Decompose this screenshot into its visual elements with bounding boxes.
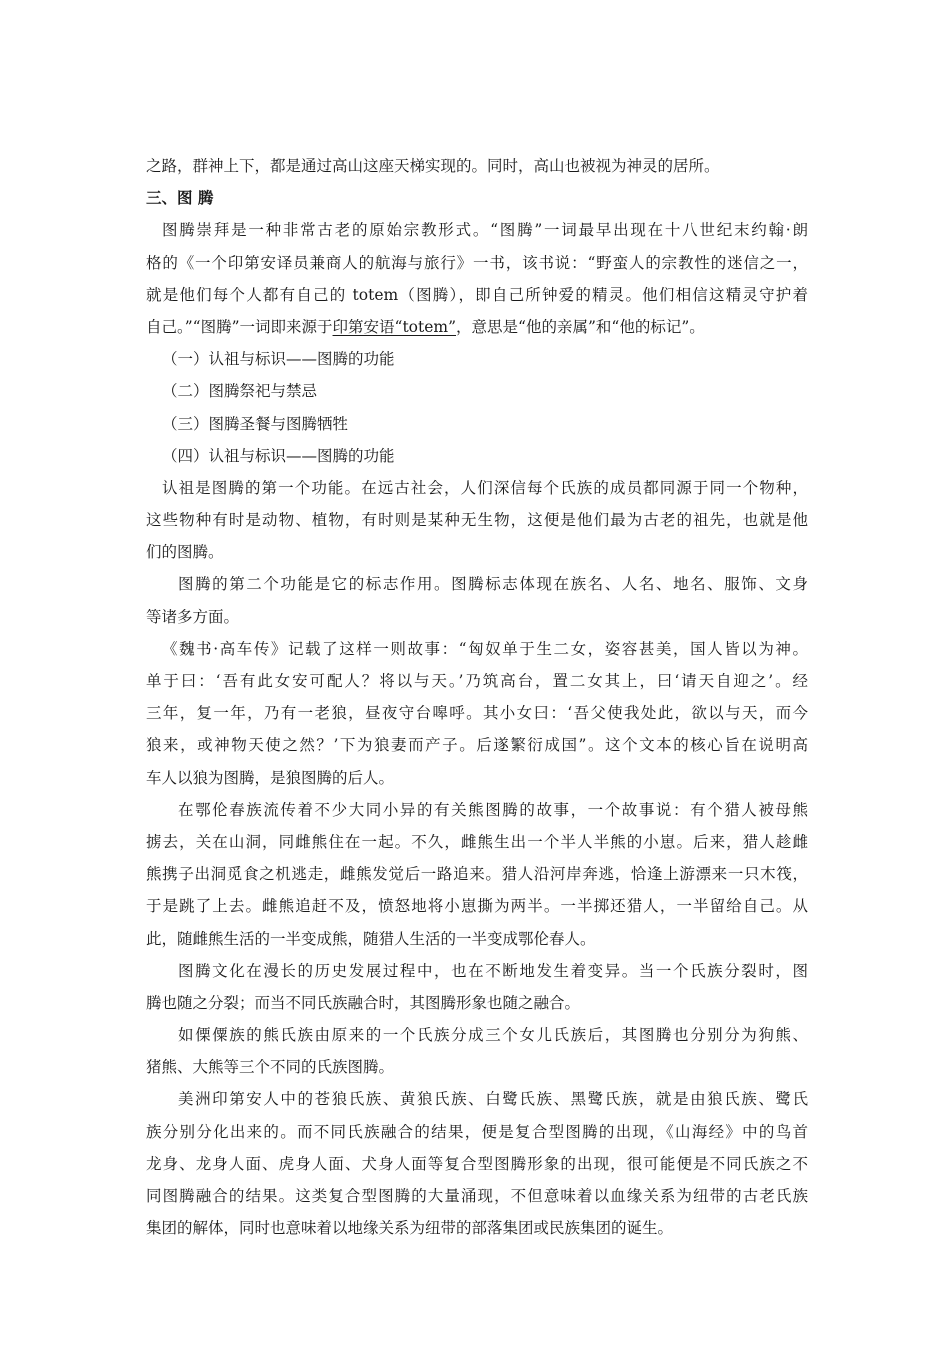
paragraph-composite-totem — [146, 1083, 808, 1244]
paragraph-wolf-story — [146, 633, 808, 794]
text-line: 狼来，或神物天使之然？’下为狼妻而产子。后遂繁衍成国”。这个文本的核心旨在说明高 — [146, 736, 808, 755]
paragraph-ancestry-function — [146, 472, 808, 569]
document-page — [146, 150, 808, 1244]
text-line: 认祖是图腾的第一个功能。在远古社会，人们深信每个氏族的成员都同源于同一个物种， — [162, 478, 808, 497]
text-line: 等诸多方面。 — [146, 607, 240, 626]
text-line: 们的图腾。 — [146, 543, 224, 562]
text-line: 在鄂伦春族流传着不少大同小异的有关熊图腾的故事，一个故事说：有个猎人被母熊 — [178, 800, 808, 819]
text-line: 三年，复一年，乃有一老狼，昼夜守台嗥呼。其小女曰：‘吾父使我处此，欲以与天，而今 — [146, 704, 808, 723]
text-line: 熊携子出洞觅食之机逃走，雌熊发觉后一路追来。猎人沿河岸奔逃，恰逢上游漂来一只木筏， — [146, 865, 808, 884]
text-line: 同图腾融合的结果。这类复合型图腾的大量涌现，不但意味着以血缘关系为纽带的古老氏族 — [146, 1187, 808, 1205]
outline-list — [146, 343, 808, 472]
outline-item: （二）图腾祭祀与禁忌 — [162, 382, 318, 401]
text-line: 腾也随之分裂；而当不同氏族融合时，其图腾形象也随之融合。 — [146, 993, 581, 1012]
outline-item: （四）认祖与标识——图腾的功能 — [162, 446, 395, 465]
text-line: 单于曰：‘吾有此女安可配人？将以与天。’乃筑高台，置二女其上，曰‘请天自迎之’。经 — [146, 672, 808, 690]
text-fragment: ，意思是“他的亲属”和“他的标记”。 — [456, 317, 705, 336]
text-line: 《魏书·高车传》记载了这样一则故事：“匈奴单于生二女，姿容甚美，国人皆以为神。 — [162, 639, 808, 658]
paragraph-lisu-example — [146, 1019, 808, 1083]
text-line: 集团的解体，同时也意味着以地缘关系为纽带的部落集团或民族集团的诞生。 — [146, 1219, 674, 1238]
text-line: 掳去，关在山洞，同雌熊住在一起。不久，雌熊生出一个半人半熊的小崽。后来，猎人趁雌 — [146, 832, 808, 851]
text-line: 这些物种有时是动物、植物，有时则是某种无生物，这便是他们最为古老的祖先，也就是他 — [146, 511, 808, 530]
text-line: 车人以狼为图腾，是狼图腾的后人。 — [146, 768, 395, 787]
text-line: 龙身、龙身人面、虎身人面、犬身人面等复合型图腾形象的出现，很可能便是不同氏族之不 — [146, 1154, 808, 1173]
underlined-term: 印第安语“totem” — [332, 317, 457, 336]
text-line: 格的《一个印第安译员兼商人的航海与旅行》一书，该书说：“野蛮人的宗教性的迷信之一， — [146, 253, 808, 272]
text-line: 就是他们每个人都有自己的 totem（图腾），即自己所钟爱的精灵。他们相信这精灵守护着 — [146, 285, 808, 304]
intro-line: 之路，群神上下，都是通过高山这座天梯实现的。同时，高山也被视为神灵的居所。 — [146, 157, 720, 175]
paragraph-bear-story — [146, 794, 808, 955]
text-line: 图腾的第二个功能是它的标志作用。图腾标志体现在族名、人名、地名、服饰、文身 — [178, 575, 808, 594]
text-line: 族分别分化出来的。而不同氏族融合的结果，便是复合型图腾的出现，《山海经》中的鸟首 — [146, 1122, 808, 1141]
text-line: 图腾文化在漫长的历史发展过程中，也在不断地发生着变异。当一个氏族分裂时，图 — [178, 961, 808, 980]
paragraph-totem-variation — [146, 955, 808, 1019]
paragraph-totem-definition — [146, 214, 808, 343]
text-line — [146, 311, 808, 343]
text-line: 猪熊、大熊等三个不同的氏族图腾。 — [146, 1058, 395, 1077]
outline-item: （一）认祖与标识——图腾的功能 — [162, 350, 395, 369]
text-line: 如傈僳族的熊氏族由原来的一个氏族分成三个女儿氏族后，其图腾也分别分为狗熊、 — [178, 1026, 808, 1045]
text-line: 于是跳了上去。雌熊追赶不及，愤怒地将小崽撕为两半。一半掷还猎人，一半留给自己。从 — [146, 897, 808, 916]
paragraph-symbol-function — [146, 568, 808, 632]
outline-item: （三）图腾圣餐与图腾牺牲 — [162, 414, 349, 433]
text-line: 美洲印第安人中的苍狼氏族、黄狼氏族、白鹭氏族、黑鹭氏族，就是由狼氏族、鹭氏 — [178, 1090, 808, 1109]
text-line: 图腾崇拜是一种非常古老的原始宗教形式。“图腾”一词最早出现在十八世纪末约翰·朗 — [162, 221, 808, 240]
text-line: 此，随雌熊生活的一半变成熊，随猎人生活的一半变成鄂伦春人。 — [146, 929, 596, 948]
text-fragment: 自己。”“图腾”一词即来源于 — [146, 317, 333, 336]
section-heading: 三、图 腾 — [146, 189, 214, 208]
